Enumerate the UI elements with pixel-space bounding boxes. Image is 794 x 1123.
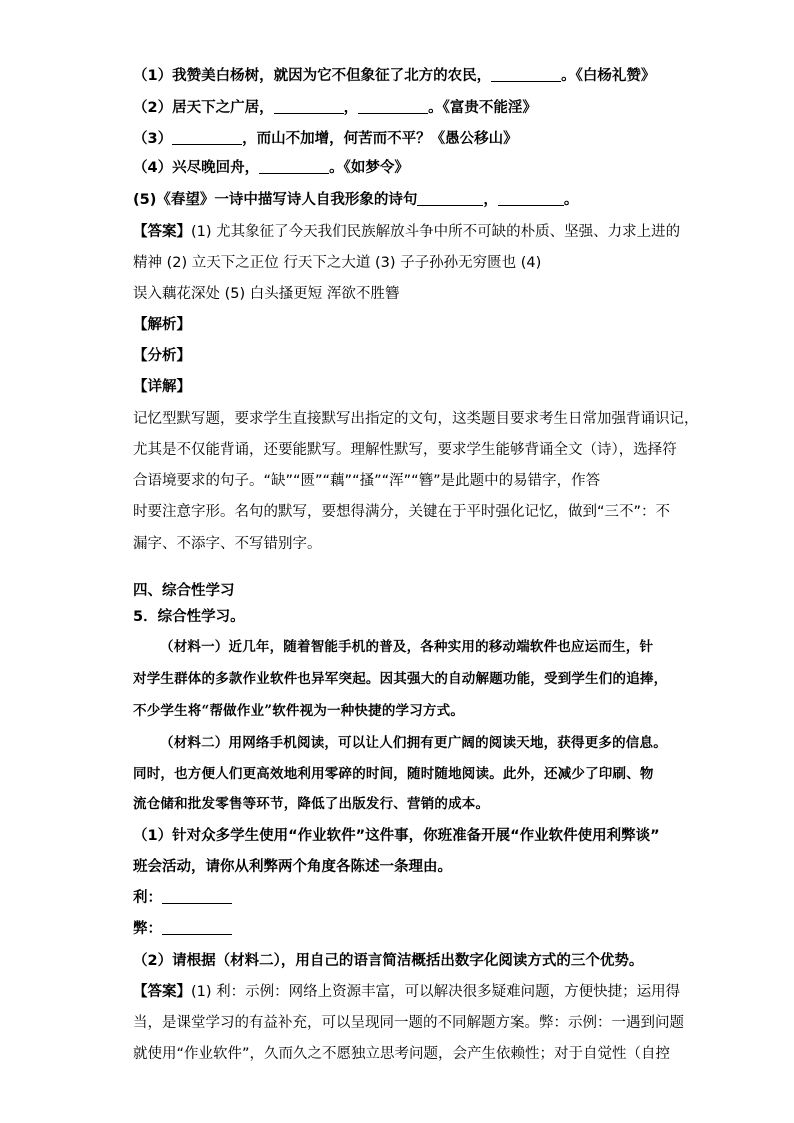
detail-line: 漏字、不添字、不写错别字。: [133, 536, 322, 552]
analysis-label: 【解析】: [133, 317, 191, 333]
q4-item-4-suffix: 。《如梦令》: [329, 160, 409, 176]
q4-item-2-sep: ，: [343, 100, 359, 116]
q5-answer-line-3: 就使用“作业软件”，久而久之不愿独立思考问题，会产生依赖性；对于自觉性（自控: [133, 1046, 671, 1062]
answer-blank[interactable]: [417, 191, 483, 206]
q4-item-3-prefix: （3）: [133, 131, 173, 147]
q4-item-5-sep: ，: [483, 192, 498, 208]
q5-sub1-line-1: （1）针对众多学生使用“作业软件”这件事，你班准备开展“作业软件使用利弊谈”: [133, 828, 660, 844]
q4-item-1-suffix: 。《白杨礼赞》: [561, 68, 656, 84]
li-row: [133, 888, 232, 908]
answer-blank[interactable]: [498, 191, 564, 206]
material-line: 流仓储和批发零售等环节，降低了出版发行、营销的成本。: [133, 796, 490, 812]
answer-blank[interactable]: [172, 130, 242, 145]
material-line: 不少学生将“帮做作业”软件视为一种快捷的学习方式。: [133, 703, 465, 719]
answer-blank[interactable]: [274, 99, 344, 114]
answer-blank[interactable]: [491, 67, 561, 82]
material-line: 对学生群体的多款作业软件也异军突起。因其强大的自动解题功能，受到学生们的追捧，: [133, 671, 668, 687]
q4-item-5: [133, 190, 578, 210]
bi-label: 弊：: [133, 921, 162, 937]
q4-item-2-suffix: 。《富贵不能淫》: [428, 100, 537, 116]
bi-row: [133, 919, 232, 939]
detail-line: 时要注意字形。名句的默写，要想得满分，关键在于平时强化记忆，做到“三不”：不: [133, 504, 671, 520]
q4-item-2-prefix: （2）居天下之广居，: [133, 100, 274, 116]
q4-answer-line-2: 精神 (2) 立天下之正位 行天下之大道 (3) 子子孙孙无穷匮也 (4): [133, 255, 542, 271]
q4-item-4-prefix: （4）兴尽晚回舟，: [133, 160, 260, 176]
q4-answer-line-3: 误入藕花深处 (5) 白头搔更短 浑欲不胜簪: [133, 286, 400, 302]
answer-blank[interactable]: [259, 159, 329, 174]
q4-item-4: [133, 158, 409, 178]
material-line: （材料一）近几年，随着智能手机的普及，各种实用的移动端软件也应运而生，针: [160, 639, 654, 655]
fenxi-label: 【分析】: [133, 348, 191, 364]
answer-label: 【答案】: [133, 224, 191, 240]
answer-label: 【答案】: [133, 984, 191, 1000]
answer-text: (1) 尤其象征了今天我们民族解放斗争中所不可缺的朴质、坚强、力求上进的: [191, 224, 681, 240]
q5-sub1-line-2: 班会活动，请你从利弊两个角度各陈述一条理由。: [133, 859, 452, 875]
q5-answer-line-1: [133, 982, 680, 1002]
q5-title: 5．综合性学习。: [133, 609, 245, 625]
q4-item-1: [133, 66, 655, 86]
detail-label: 【详解】: [133, 379, 191, 395]
q4-item-5-suffix: 。: [563, 192, 579, 208]
answer-blank[interactable]: [162, 889, 232, 904]
section-heading: 四、综合性学习: [133, 583, 235, 599]
answer-text: (1) 利：示例：网络上资源丰富，可以解决很多疑难问题，方便快捷；运用得: [191, 984, 681, 1000]
li-label: 利：: [133, 890, 162, 906]
detail-line: 合语境要求的句子。“缺”“匮”“藕”“搔”“浑”“簪”是此题中的易错字，作答: [133, 473, 601, 489]
q4-answer-line-1: [133, 222, 680, 242]
q4-item-3: [133, 129, 518, 149]
answer-blank[interactable]: [358, 99, 428, 114]
q5-sub2: （2）请根据（材料二），用自己的语言简洁概括出数字化阅读方式的三个优势。: [133, 953, 644, 969]
detail-line: 尤其是不仅能背诵，还要能默写。理解性默写，要求学生能够背诵全文（诗），选择符: [133, 442, 677, 458]
q4-item-2: [133, 98, 537, 118]
q4-item-1-prefix: （1）我赞美白杨树，就因为它不但象征了北方的农民，: [133, 68, 492, 84]
q5-answer-line-2: 当，是课堂学习的有益补充，可以呈现同一题的不同解题方案。弊：示例：一遇到问题: [133, 1015, 684, 1031]
material-line: 同时，也方便人们更高效地利用零碎的时间，随时随地阅读。此外，还减少了印刷、物: [133, 766, 654, 782]
q4-item-5-prefix: (5)《春望》一诗中描写诗人自我形象的诗句: [133, 192, 418, 208]
material-line: （材料二）用网络手机阅读，可以让人们拥有更广阔的阅读天地，获得更多的信息。: [160, 735, 667, 751]
q4-item-3-suffix: ，而山不加增，何苦而不平？《愚公移山》: [242, 131, 518, 147]
answer-blank[interactable]: [162, 920, 232, 935]
detail-line: 记忆型默写题，要求学生直接默写出指定的文句，这类题目要求考生日常加强背诵识记，: [133, 411, 699, 427]
